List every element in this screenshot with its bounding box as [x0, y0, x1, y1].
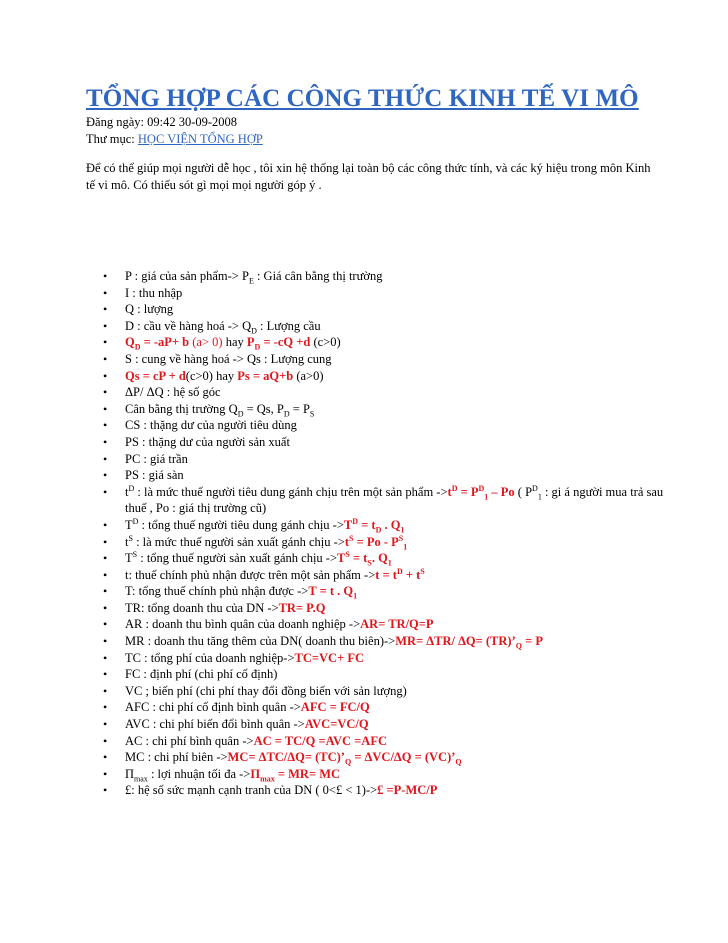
formula-list [103, 268, 673, 799]
list-item: • $t^D$ : là mức thuế người tiêu dung gánh chịu trên một sản phẩm $->t^D = P^D_1 - Po$ ( $P^D_1$ : gi á người mua trả sau thuế , Po : giá thị trường cũ) [103, 484, 673, 517]
list-item [103, 733, 673, 750]
afc-formula: AFC = FC/Q [300, 700, 370, 715]
tc-text: TC : tổng phí của doanh nghiệp-> [125, 650, 295, 665]
intro-paragraph: Để có thể giúp mọi người dễ học , tôi xin hệ thống lại toàn bộ các công thức tính, và các ký hiệu trong môn Kinh tế vi mô. Có thiếu sót gì mọi mọi người góp ý . [86, 161, 651, 192]
list-item: • ΔP/ ΔQ : hệ số góc [103, 384, 673, 401]
list-item: • T: tổng thuế chính phủ nhận được ->T = t . $Q_1$ [103, 583, 673, 600]
avc-text: AVC : chi phí biến đổi bình quân -> [125, 717, 305, 732]
list-item: • Cân bằng thị trường $Q_D = Qs$, $P_D = P_S$ [103, 401, 673, 418]
tc-formula: TC=VC+ FC [294, 650, 364, 665]
list-item [103, 782, 673, 799]
list-item: • $Q_D = -aP+ b$ (a> 0) hay $P_D = -cQ +d$ (c>0) [103, 334, 673, 351]
list-item: • $t^S$ : là mức thuế người sản xuất gánh chịu $->t^S = Po - P^S_1$ [103, 534, 673, 551]
afc-text: AFC : chi phí cố định bình quân -> [125, 700, 301, 715]
qs-formula: Qs = cP + d [125, 368, 186, 383]
list-item: • D : cầu về hàng hoá -> $Q_D$ : Lượng cầu [103, 318, 673, 335]
avc-formula: AVC=VC/Q [304, 717, 369, 732]
folder-link[interactable]: HỌC VIỆN TỔNG HỢP [137, 132, 263, 146]
list-item: • VC ; biến phí (chi phí thay đổi đồng biến với sản lượng) [103, 683, 673, 700]
list-item: • S : cung về hàng hoá -> Qs : Lượng cung [103, 351, 673, 368]
item-text: P : giá của sản phẩm-> $P_E$ : Giá cân bằng thị trường [125, 269, 383, 286]
list-item: • I : thu nhập [103, 285, 673, 302]
document [86, 84, 686, 194]
list-item: • $\Pi_{max}$ : lợi nhuận tối đa $->\Pi_{max} = MR=$ MC [103, 766, 673, 783]
ps-formula: Ps = aQ+b [237, 368, 294, 383]
list-item: • CS : thặng dư của người tiêu dùng [103, 417, 673, 434]
list-item: • PC : giá trần [103, 451, 673, 468]
qs-cond: (c>0) hay [185, 368, 238, 383]
T-text: T: tổng thuế chính phủ nhận được -> [125, 584, 309, 599]
list-item: • $T^S$ : tổng thuế người sản xuất gánh chịu $->T^S = t_S$. $Q_1$ [103, 550, 673, 567]
post-date: Đăng ngày: 09:42 30-09-2008 [86, 115, 238, 129]
list-item [103, 268, 673, 285]
list-item: • t: thuế chính phủ nhận được trên một sản phẩm $->t = t^D + t^S$ [103, 567, 673, 584]
ar-formula: AR= TR/Q=P [360, 617, 434, 632]
mc-text: MC : chi phí biên -> [125, 750, 228, 765]
list-item: • PS : giá sàn [103, 467, 673, 484]
tr-formula: TR= P.Q [278, 600, 326, 615]
folder-label: Thư mục: [86, 132, 138, 146]
pound-formula: £ =P-MC/P [377, 783, 438, 798]
mr-text: MR : doanh thu tăng thêm của DN( doanh thu biên)-> [125, 634, 396, 649]
list-item: • MC : chi phí biên $->MC= \Delta TC/\Delta Q= (TC)’_Q = \Delta VC/\Delta Q$ = $(VC)’_Q$ [103, 749, 673, 766]
list-item [103, 616, 673, 633]
list-item [103, 699, 673, 716]
list-item: • MR : doanh thu tăng thêm của DN( doanh thu biên)->MR= ΔTR/ $\Delta Q= (TR)’_Q = P$ [103, 633, 673, 650]
pound-text: £: hệ số sức mạnh cạnh tranh của DN ( 0<£ < 1)-> [125, 783, 378, 798]
list-item [103, 716, 673, 733]
ac-text: AC : chi phí bình quân -> [125, 733, 254, 748]
list-item: • $T^D$ : tổng thuế người tiêu dung gánh chịu $->T^D = t_D$ . $Q_1$ [103, 517, 673, 534]
t-text: t: thuế chính phủ nhận được trên một sản phẩm -> [125, 567, 376, 582]
list-item [103, 600, 673, 617]
list-item [103, 650, 673, 667]
list-item: • PS : thặng dư của người sản xuất [103, 434, 673, 451]
list-item: • FC : định phí (chi phí cố định) [103, 666, 673, 683]
page-title[interactable]: TỔNG HỢP CÁC CÔNG THỨC KINH TẾ VI MÔ [86, 85, 639, 112]
list-item [103, 368, 673, 385]
ac-formula: AC = TC/Q =AVC =AFC [253, 733, 387, 748]
folder-line [86, 132, 686, 147]
list-item: • Q : lượng [103, 301, 673, 318]
tr-text: TR: tổng doanh thu của DN -> [125, 600, 279, 615]
ar-text: AR : doanh thu bình quân của doanh nghiệp -> [125, 617, 361, 632]
ps-cond: (a>0) [293, 368, 324, 383]
